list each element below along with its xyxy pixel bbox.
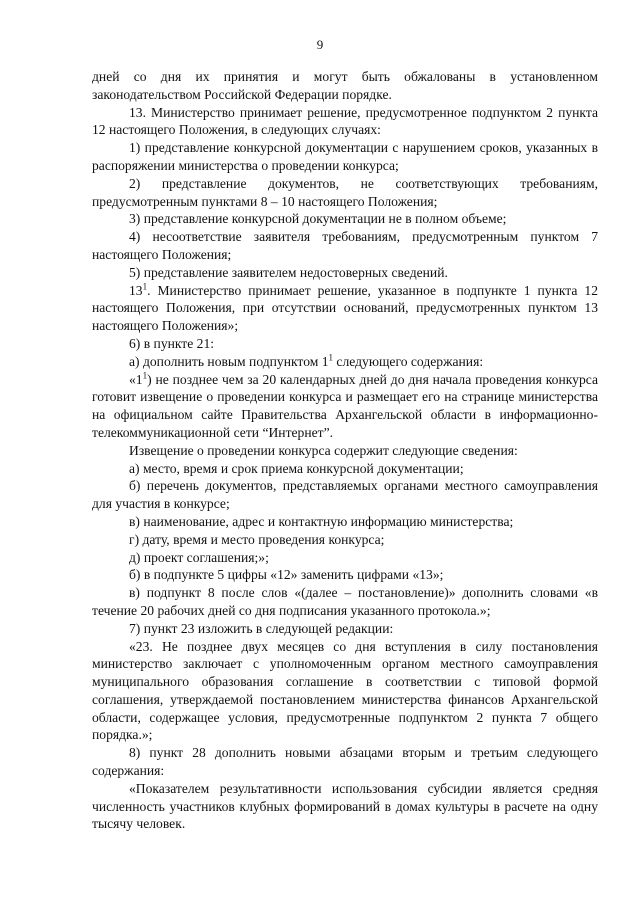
paragraph-text: ) не позднее чем за 20 календарных дней до дня начала проведения конкурса готовит извещение о проведении конкурса и размещает его на странице министерства на официальном сайте Правительства Архангельской области в информационно-телекоммуникационной сети “Интернет”. <box>92 371 598 440</box>
paragraph <box>92 371 598 442</box>
paragraph: Извещение о проведении конкурса содержит следующие сведения: <box>129 442 518 458</box>
paragraph-lead: 13 <box>129 282 143 298</box>
paragraph-text: . Министерство принимает решение, указанное в подпункте 1 пункта 12 настоящего Положения, при отсутствии оснований, предусмотренных пунктом 13 настоящего Положения»; <box>92 282 598 334</box>
list-item: 1) представление конкурсной документации с нарушением сроков, указанных в распоряжении министерства о проведении конкурса; <box>92 140 598 173</box>
paragraph: дней со дня их принятия и могут быть обжалованы в установленном законодательством Российской Федерации порядке. <box>92 69 598 102</box>
superscript: 1 <box>142 370 148 381</box>
list-item: 8) пункт 28 дополнить новыми абзацами вторым и третьим следующего содержания: <box>92 745 598 779</box>
superscript: 1 <box>328 352 334 363</box>
list-item: б) в подпункте 5 цифры «12» заменить цифрами «13»; <box>129 567 444 583</box>
paragraph-lead: «1 <box>129 371 143 387</box>
paragraph: 13. Министерство принимает решение, предусмотренное подпунктом 2 пункта 12 настоящего Положения, в следующих случаях: <box>92 104 598 138</box>
list-item: 4) несоответствие заявителя требованиям, предусмотренным пунктом 7 настоящего Положения; <box>92 229 598 262</box>
list-item: 3) представление конкурсной документации не в полном объеме; <box>129 211 507 227</box>
list-item: 5) представление заявителем недостоверных сведений. <box>129 264 448 280</box>
superscript: 1 <box>142 281 148 292</box>
list-item: б) перечень документов, представляемых органами местного самоуправления для участия в конкурсе; <box>92 478 598 512</box>
list-item: 2) представление документов, не соответствующих требованиям, предусмотренным пунктами 8 – 10 настоящего Положения; <box>92 175 598 209</box>
list-item: 7) пункт 23 изложить в следующей редакции: <box>129 620 394 636</box>
list-item: а) место, время и срок приема конкурсной документации; <box>129 460 464 476</box>
list-item: г) дату, время и место проведения конкурса; <box>129 531 385 547</box>
paragraph: «Показателем результативности использования субсидии является средняя численность участников клубных формирований в домах культуры в расчете на одну тысячу человек. <box>92 780 598 832</box>
document-body <box>92 68 598 833</box>
list-item: 6) в пункте 21: <box>129 335 215 351</box>
paragraph-lead: а) дополнить новым подпунктом 1 <box>129 353 329 369</box>
paragraph-text: следующего содержания: <box>333 353 484 369</box>
list-item: в) наименование, адрес и контактную информацию министерства; <box>129 513 514 529</box>
paragraph <box>92 282 598 335</box>
page-number: 9 <box>316 37 324 52</box>
list-item: д) проект соглашения;»; <box>129 549 269 565</box>
list-item: в) подпункт 8 после слов «(далее – постановление)» дополнить словами «в течение 20 рабочих дней со дня подписания указанного протокола.»; <box>92 585 598 618</box>
paragraph: «23. Не позднее двух месяцев со дня вступления в силу постановления министерство заключает с уполномоченным органом местного самоуправления муниципального образования соглашение в соответствии с типовой формой соглашения, утверждаемой постановлением министерства финансов Архангельской области, содержащее условия, предусмотренные подпунктом 2 пункта 7 общего порядка.»; <box>92 638 598 743</box>
paragraph <box>92 353 598 371</box>
